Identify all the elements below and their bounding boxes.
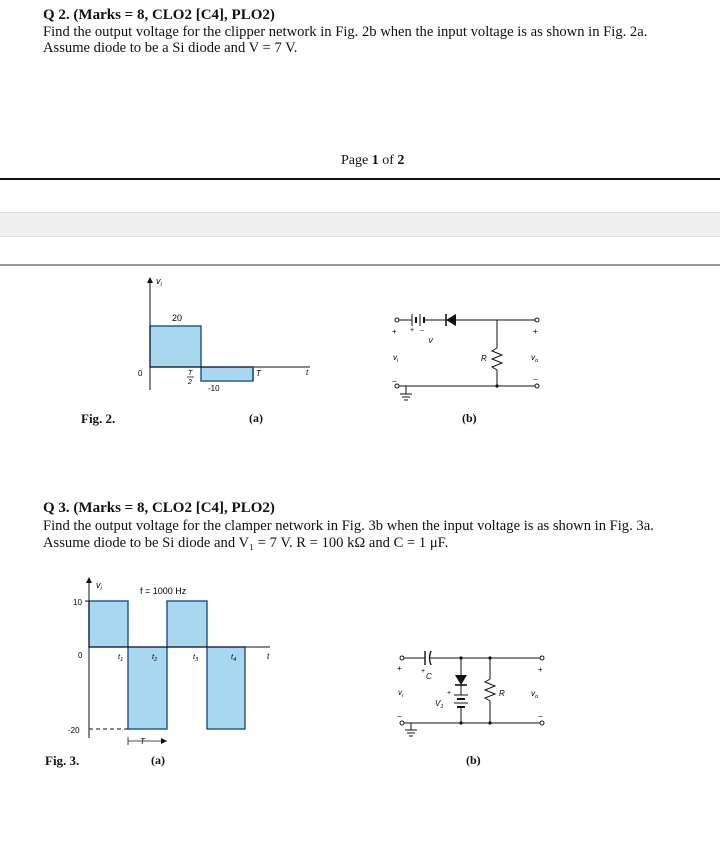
fig3b-resistor-label: R <box>499 689 505 698</box>
page-gap <box>0 212 720 237</box>
fig2b-battery-label: V <box>428 336 434 345</box>
fig2a-half-t-num: T <box>188 370 193 377</box>
fig3a-origin: 0 <box>78 651 83 660</box>
fig2a-sublabel: (a) <box>249 411 263 425</box>
fig2b-resistor <box>492 348 502 370</box>
q3-heading: Q 3. (Marks = 8, CLO2 [C4], PLO2) <box>43 500 275 516</box>
page-prefix: Page <box>341 153 372 168</box>
fig2b-vi-label: $v_i$ <box>393 353 399 364</box>
svg-text:+: + <box>447 690 452 697</box>
fig3b-circuit <box>395 645 555 757</box>
fig2a-origin: 0 <box>138 369 143 378</box>
fig2b-sublabel: (b) <box>462 411 477 425</box>
fig2a-vi-label: $v_i$ <box>156 276 162 288</box>
fig3a-sublabel: (a) <box>151 753 165 767</box>
fig3b-vi-label: $v_i$ <box>398 688 404 699</box>
fig2b-diode <box>446 314 456 326</box>
fig3a-t2: $t_2$ <box>152 652 158 663</box>
svg-text:−: − <box>420 328 425 335</box>
fig3a-pulse-pos-1 <box>89 601 128 647</box>
fig3-label: Fig. 3. <box>45 753 80 768</box>
fig3b-vo-label: $v_o$ <box>531 689 539 700</box>
fig3b-capacitor-label: C <box>426 672 432 681</box>
fig2b-battery <box>412 314 424 326</box>
svg-text:+: + <box>410 327 415 334</box>
page-number <box>341 153 404 169</box>
svg-text:+: + <box>392 327 397 336</box>
fig3a-t4: $t_4$ <box>231 652 237 663</box>
svg-text:+: + <box>533 327 538 336</box>
fig2a-t-axis: t <box>306 368 309 377</box>
q3-line1: Find the output voltage for the clamper network in Fig. 3b when the input voltage is as shown in Fig. 3a. <box>43 518 654 534</box>
svg-text:−: − <box>397 712 402 721</box>
fig2a-half-t-den: 2 <box>188 379 192 386</box>
fig2b-resistor-label: R <box>481 354 487 363</box>
fig3a-pulse-pos-2 <box>167 601 207 647</box>
fig2b-circuit <box>390 298 550 413</box>
fig3a-t-axis: t <box>267 652 270 661</box>
page-of: of <box>378 153 398 168</box>
fig3a-period: T <box>140 737 145 746</box>
page-current: 1 <box>371 153 379 168</box>
fig3b-battery <box>454 695 468 707</box>
fig3a-bottom-value: -20 <box>68 726 80 735</box>
fig3a-top-value: 10 <box>73 598 82 607</box>
fig3a-t1: $t_1$ <box>118 652 124 663</box>
fig3a-pulse-neg-1 <box>128 647 167 729</box>
svg-text:−: − <box>533 375 538 384</box>
fig2a-positive-pulse <box>150 326 201 367</box>
fig2a-negative-pulse <box>201 367 253 381</box>
fig3a-frequency: f = 1000 Hz <box>140 586 187 596</box>
svg-text:−: − <box>538 712 543 721</box>
fig2a-pos-value: 20 <box>172 313 183 323</box>
fig3a-waveform <box>60 576 292 748</box>
fig3a-vi-label: $v_i$ <box>96 580 102 592</box>
page-bottom-rule <box>0 178 720 180</box>
fig2a-period: T <box>256 369 261 378</box>
q2-line1: Find the output voltage for the clipper network in Fig. 2b when the input voltage is as shown in Fig. 2a. <box>43 24 648 40</box>
fig3b-resistor <box>485 679 495 701</box>
svg-text:−: − <box>392 377 397 386</box>
fig3a-pulse-neg-2 <box>207 647 245 729</box>
q3-line2: Assume diode to be Si diode and V₁ = 7 V. R = 100 kΩ and C = 1 μF. <box>43 535 449 551</box>
q2-line2: Assume diode to be a Si diode and V = 7 V. <box>43 40 298 56</box>
fig3a-t3: $t_3$ <box>193 652 199 663</box>
page-top-rule <box>0 264 720 266</box>
fig3b-sublabel: (b) <box>466 753 481 767</box>
fig3b-battery-label: $V_1$ <box>435 699 444 710</box>
fig2a-neg-value: -10 <box>208 384 220 393</box>
fig2a-waveform <box>110 268 330 400</box>
fig2-label: Fig. 2. <box>81 411 116 426</box>
page-total: 2 <box>397 153 405 168</box>
q2-heading: Q 2. (Marks = 8, CLO2 [C4], PLO2) <box>43 7 275 23</box>
svg-text:+: + <box>421 668 426 675</box>
svg-text:+: + <box>397 664 402 673</box>
svg-text:+: + <box>538 665 543 674</box>
fig2b-vo-label: $v_o$ <box>531 353 539 364</box>
fig3b-diode <box>455 675 467 685</box>
